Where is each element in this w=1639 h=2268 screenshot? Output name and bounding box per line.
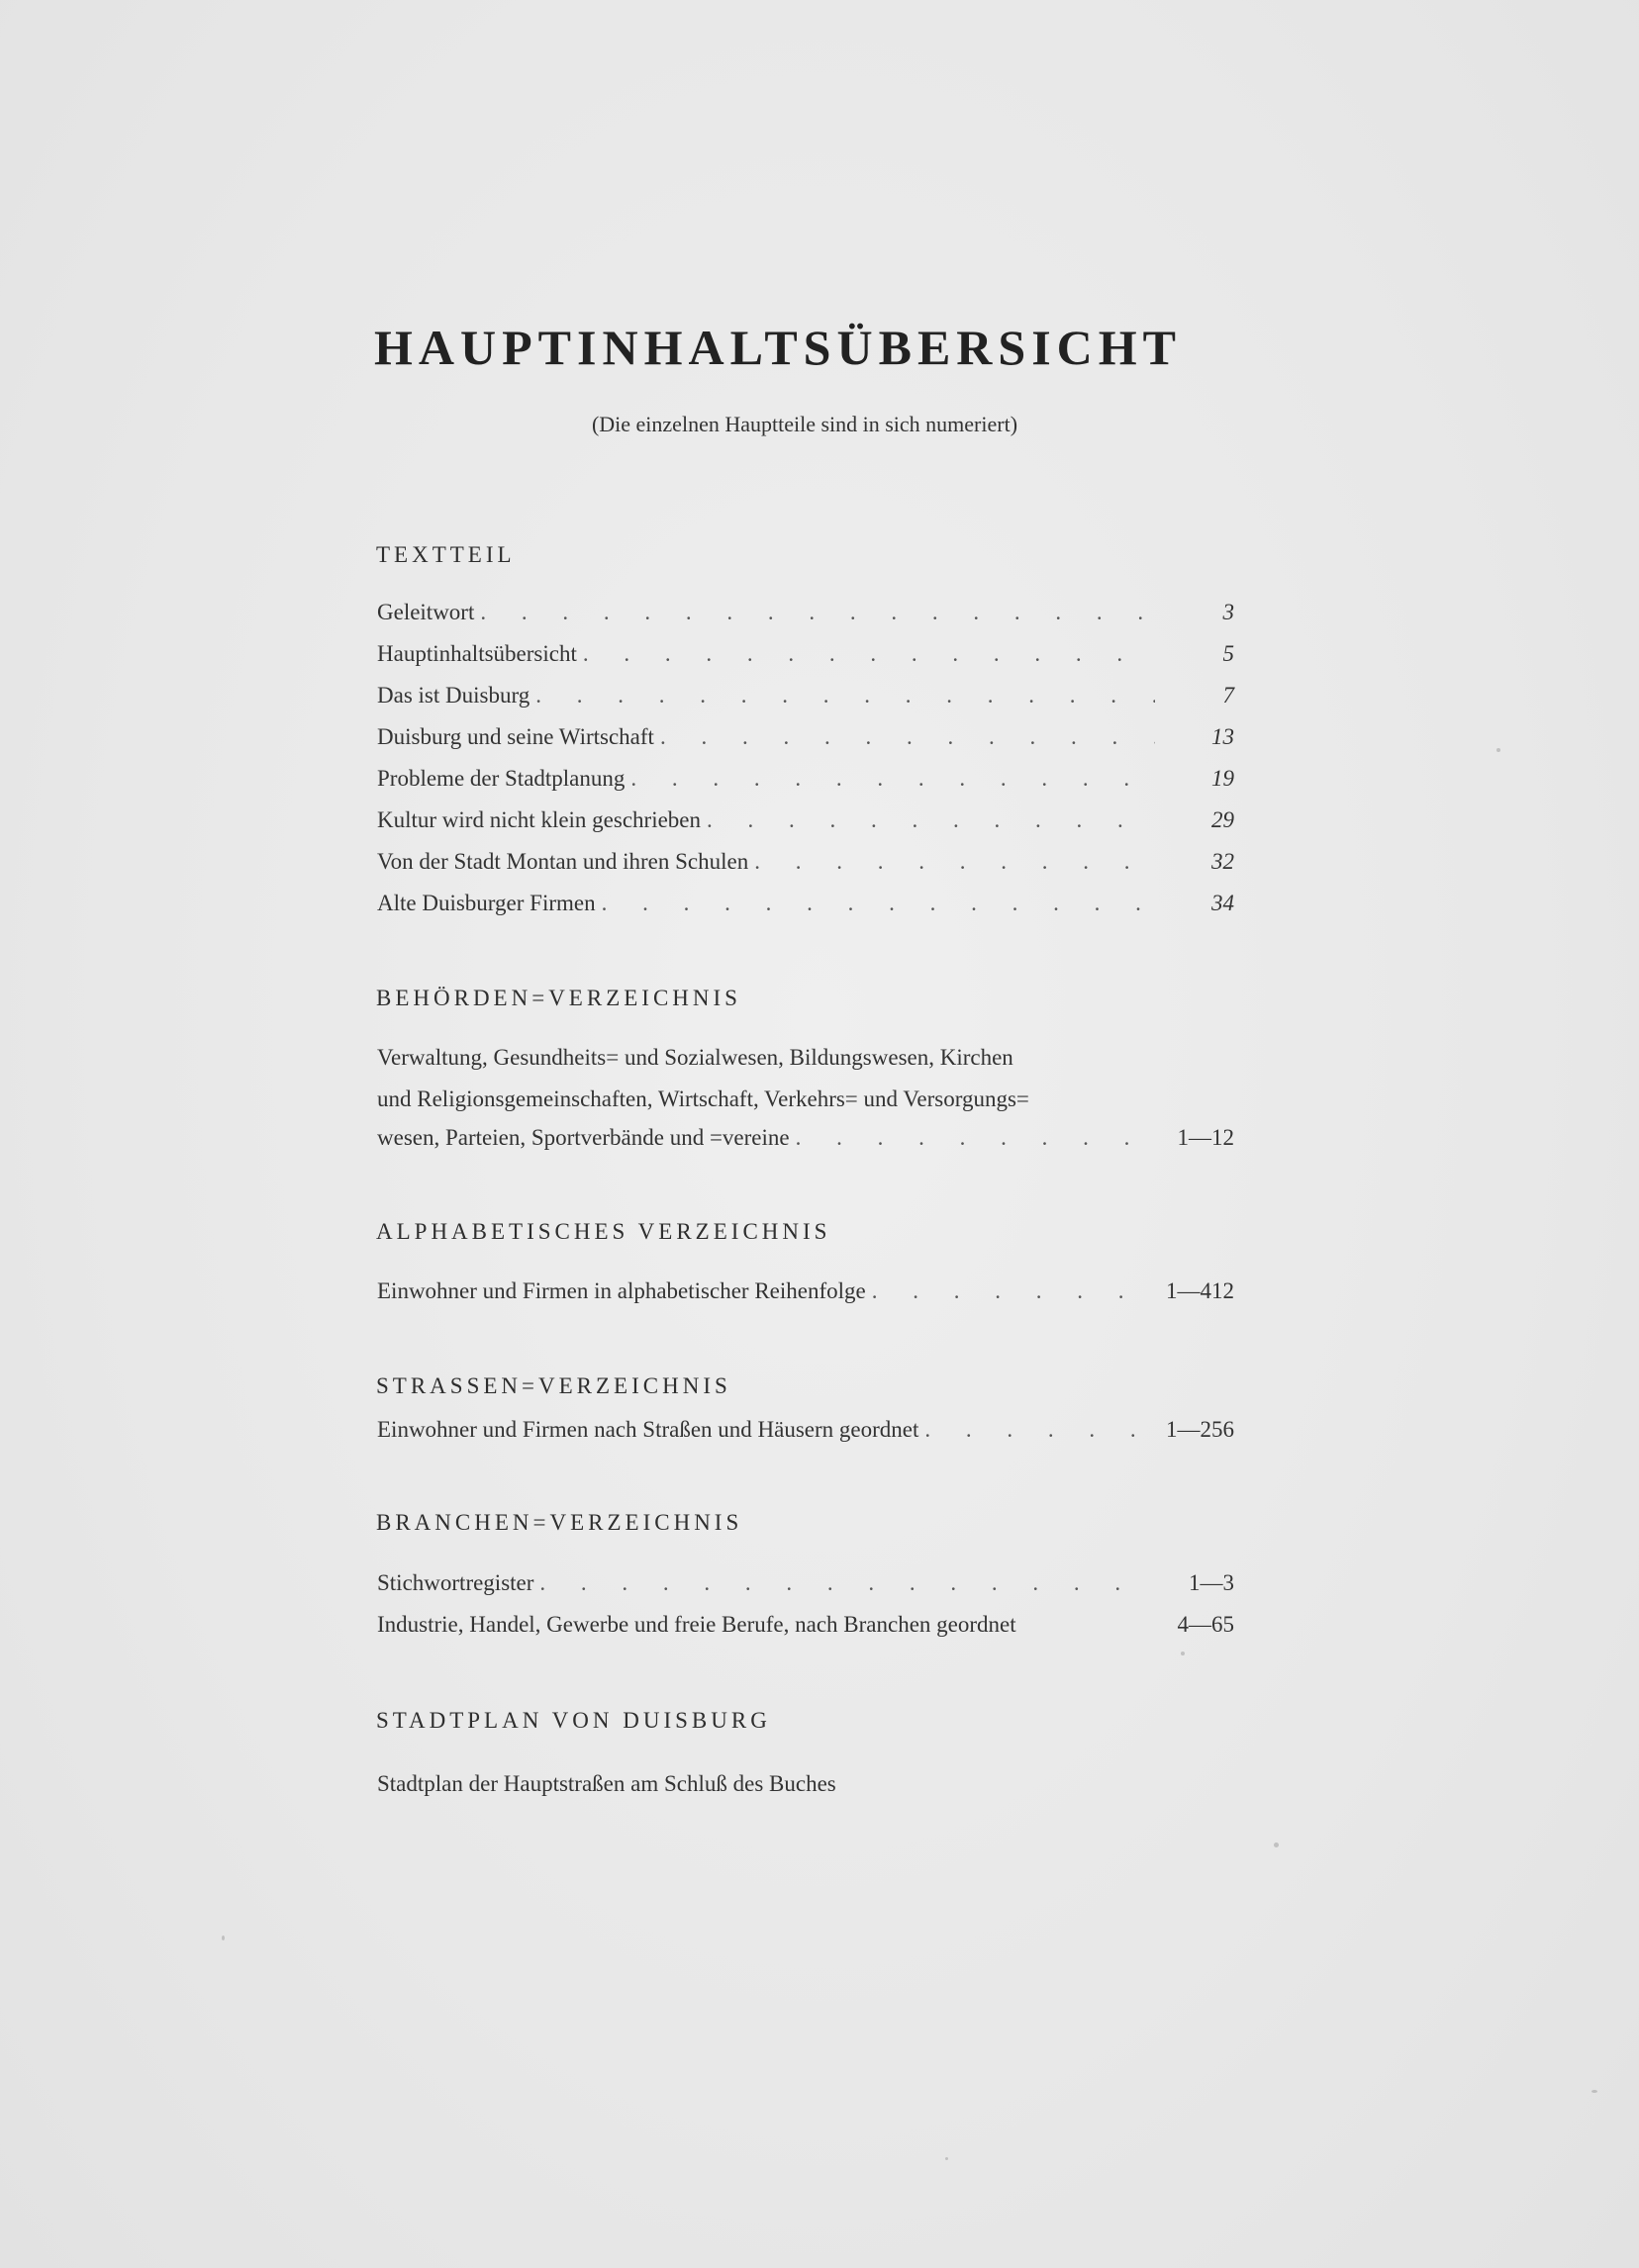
toc-label: Von der Stadt Montan und ihren Schulen: [377, 849, 749, 874]
toc-row[interactable]: [377, 1570, 1234, 1604]
toc-row[interactable]: [377, 1278, 1234, 1312]
paper-speck: [1496, 748, 1500, 752]
dot-leader: [707, 807, 1155, 833]
behoerden-line: Verwaltung, Gesundheits= und Sozialwesen, Bildungswesen, Kirchen: [377, 1045, 1013, 1070]
paper-speck: [222, 1936, 225, 1940]
toc-label: Alte Duisburger Firmen: [377, 891, 596, 915]
toc-page: 29: [1211, 807, 1234, 832]
dot-leader: [872, 1278, 1135, 1304]
toc-label: Kultur wird nicht klein geschrieben: [377, 807, 702, 832]
page-title: HAUPTINHALTSÜBERSICHT: [374, 320, 1183, 375]
paper-speck: [1591, 2090, 1597, 2093]
toc-label: Industrie, Handel, Gewerbe und freie Berufe, nach Branchen geordnet: [377, 1612, 1016, 1637]
toc-row[interactable]: [377, 724, 1234, 758]
toc-label: Probleme der Stadtplanung: [377, 766, 626, 791]
toc-page: 7: [1222, 683, 1234, 708]
dot-leader: [796, 1125, 1135, 1151]
stadtplan-text: Stadtplan der Hauptstraßen am Schluß des Buches: [377, 1771, 836, 1796]
toc-label: Duisburg und seine Wirtschaft: [377, 724, 654, 749]
toc-page: 3: [1222, 600, 1234, 624]
toc-page: 4—65: [1177, 1612, 1234, 1637]
dot-leader: [583, 641, 1155, 667]
section-heading-branchen: BRANCHEN=VERZEICHNIS: [376, 1510, 743, 1535]
paper-speck: [945, 2157, 948, 2160]
dot-leader: [602, 891, 1155, 916]
paper-speck: [1181, 1652, 1185, 1655]
toc-page: 5: [1222, 641, 1234, 666]
toc-label: Stichwortregister: [377, 1570, 534, 1595]
toc-row[interactable]: [377, 1417, 1234, 1451]
dot-leader: [924, 1417, 1135, 1443]
toc-row[interactable]: [377, 683, 1234, 716]
toc-row[interactable]: [377, 1125, 1234, 1159]
toc-page: 34: [1211, 891, 1234, 915]
toc-page: 1—412: [1166, 1278, 1234, 1303]
toc-row[interactable]: [377, 766, 1234, 800]
dot-leader: [630, 766, 1155, 792]
toc-page: 1—3: [1189, 1570, 1234, 1595]
behoerden-line: und Religionsgemeinschaften, Wirtschaft, Verkehrs= und Versorgungs=: [377, 1087, 1029, 1111]
toc-label: Hauptinhaltsübersicht: [377, 641, 577, 666]
toc-row[interactable]: [377, 1612, 1234, 1646]
toc-label: Geleitwort: [377, 600, 475, 624]
toc-page: 32: [1211, 849, 1234, 874]
dot-leader: [754, 849, 1155, 875]
dot-leader: [539, 1570, 1135, 1596]
toc-row[interactable]: [377, 807, 1234, 841]
toc-row[interactable]: [377, 600, 1234, 633]
toc-label: Das ist Duisburg: [377, 683, 530, 708]
toc-page: 19: [1211, 766, 1234, 791]
section-heading-stadtplan: STADTPLAN VON DUISBURG: [376, 1708, 771, 1733]
toc-page: 1—256: [1166, 1417, 1234, 1442]
toc-label: wesen, Parteien, Sportverbände und =vereine: [377, 1125, 790, 1150]
dot-leader: [535, 683, 1155, 709]
section-heading-alphabetisch: ALPHABETISCHES VERZEICHNIS: [376, 1219, 831, 1244]
toc-row[interactable]: [377, 891, 1234, 924]
page-subtitle: (Die einzelnen Hauptteile sind in sich numeriert): [591, 412, 1018, 436]
dot-leader: [480, 600, 1155, 625]
toc-page: 1—12: [1177, 1125, 1234, 1150]
section-heading-behoerden: BEHÖRDEN=VERZEICHNIS: [376, 986, 741, 1010]
section-heading-textteil: TEXTTEIL: [376, 542, 516, 567]
toc-page: 13: [1211, 724, 1234, 749]
toc-row[interactable]: [377, 849, 1234, 883]
paper-speck: [1274, 1843, 1279, 1847]
dot-leader: [660, 724, 1155, 750]
toc-label: Einwohner und Firmen in alphabetischer Reihenfolge: [377, 1278, 866, 1303]
section-heading-strassen: STRASSEN=VERZEICHNIS: [376, 1373, 731, 1398]
toc-label: Einwohner und Firmen nach Straßen und Häusern geordnet: [377, 1417, 919, 1442]
toc-row[interactable]: [377, 641, 1234, 675]
